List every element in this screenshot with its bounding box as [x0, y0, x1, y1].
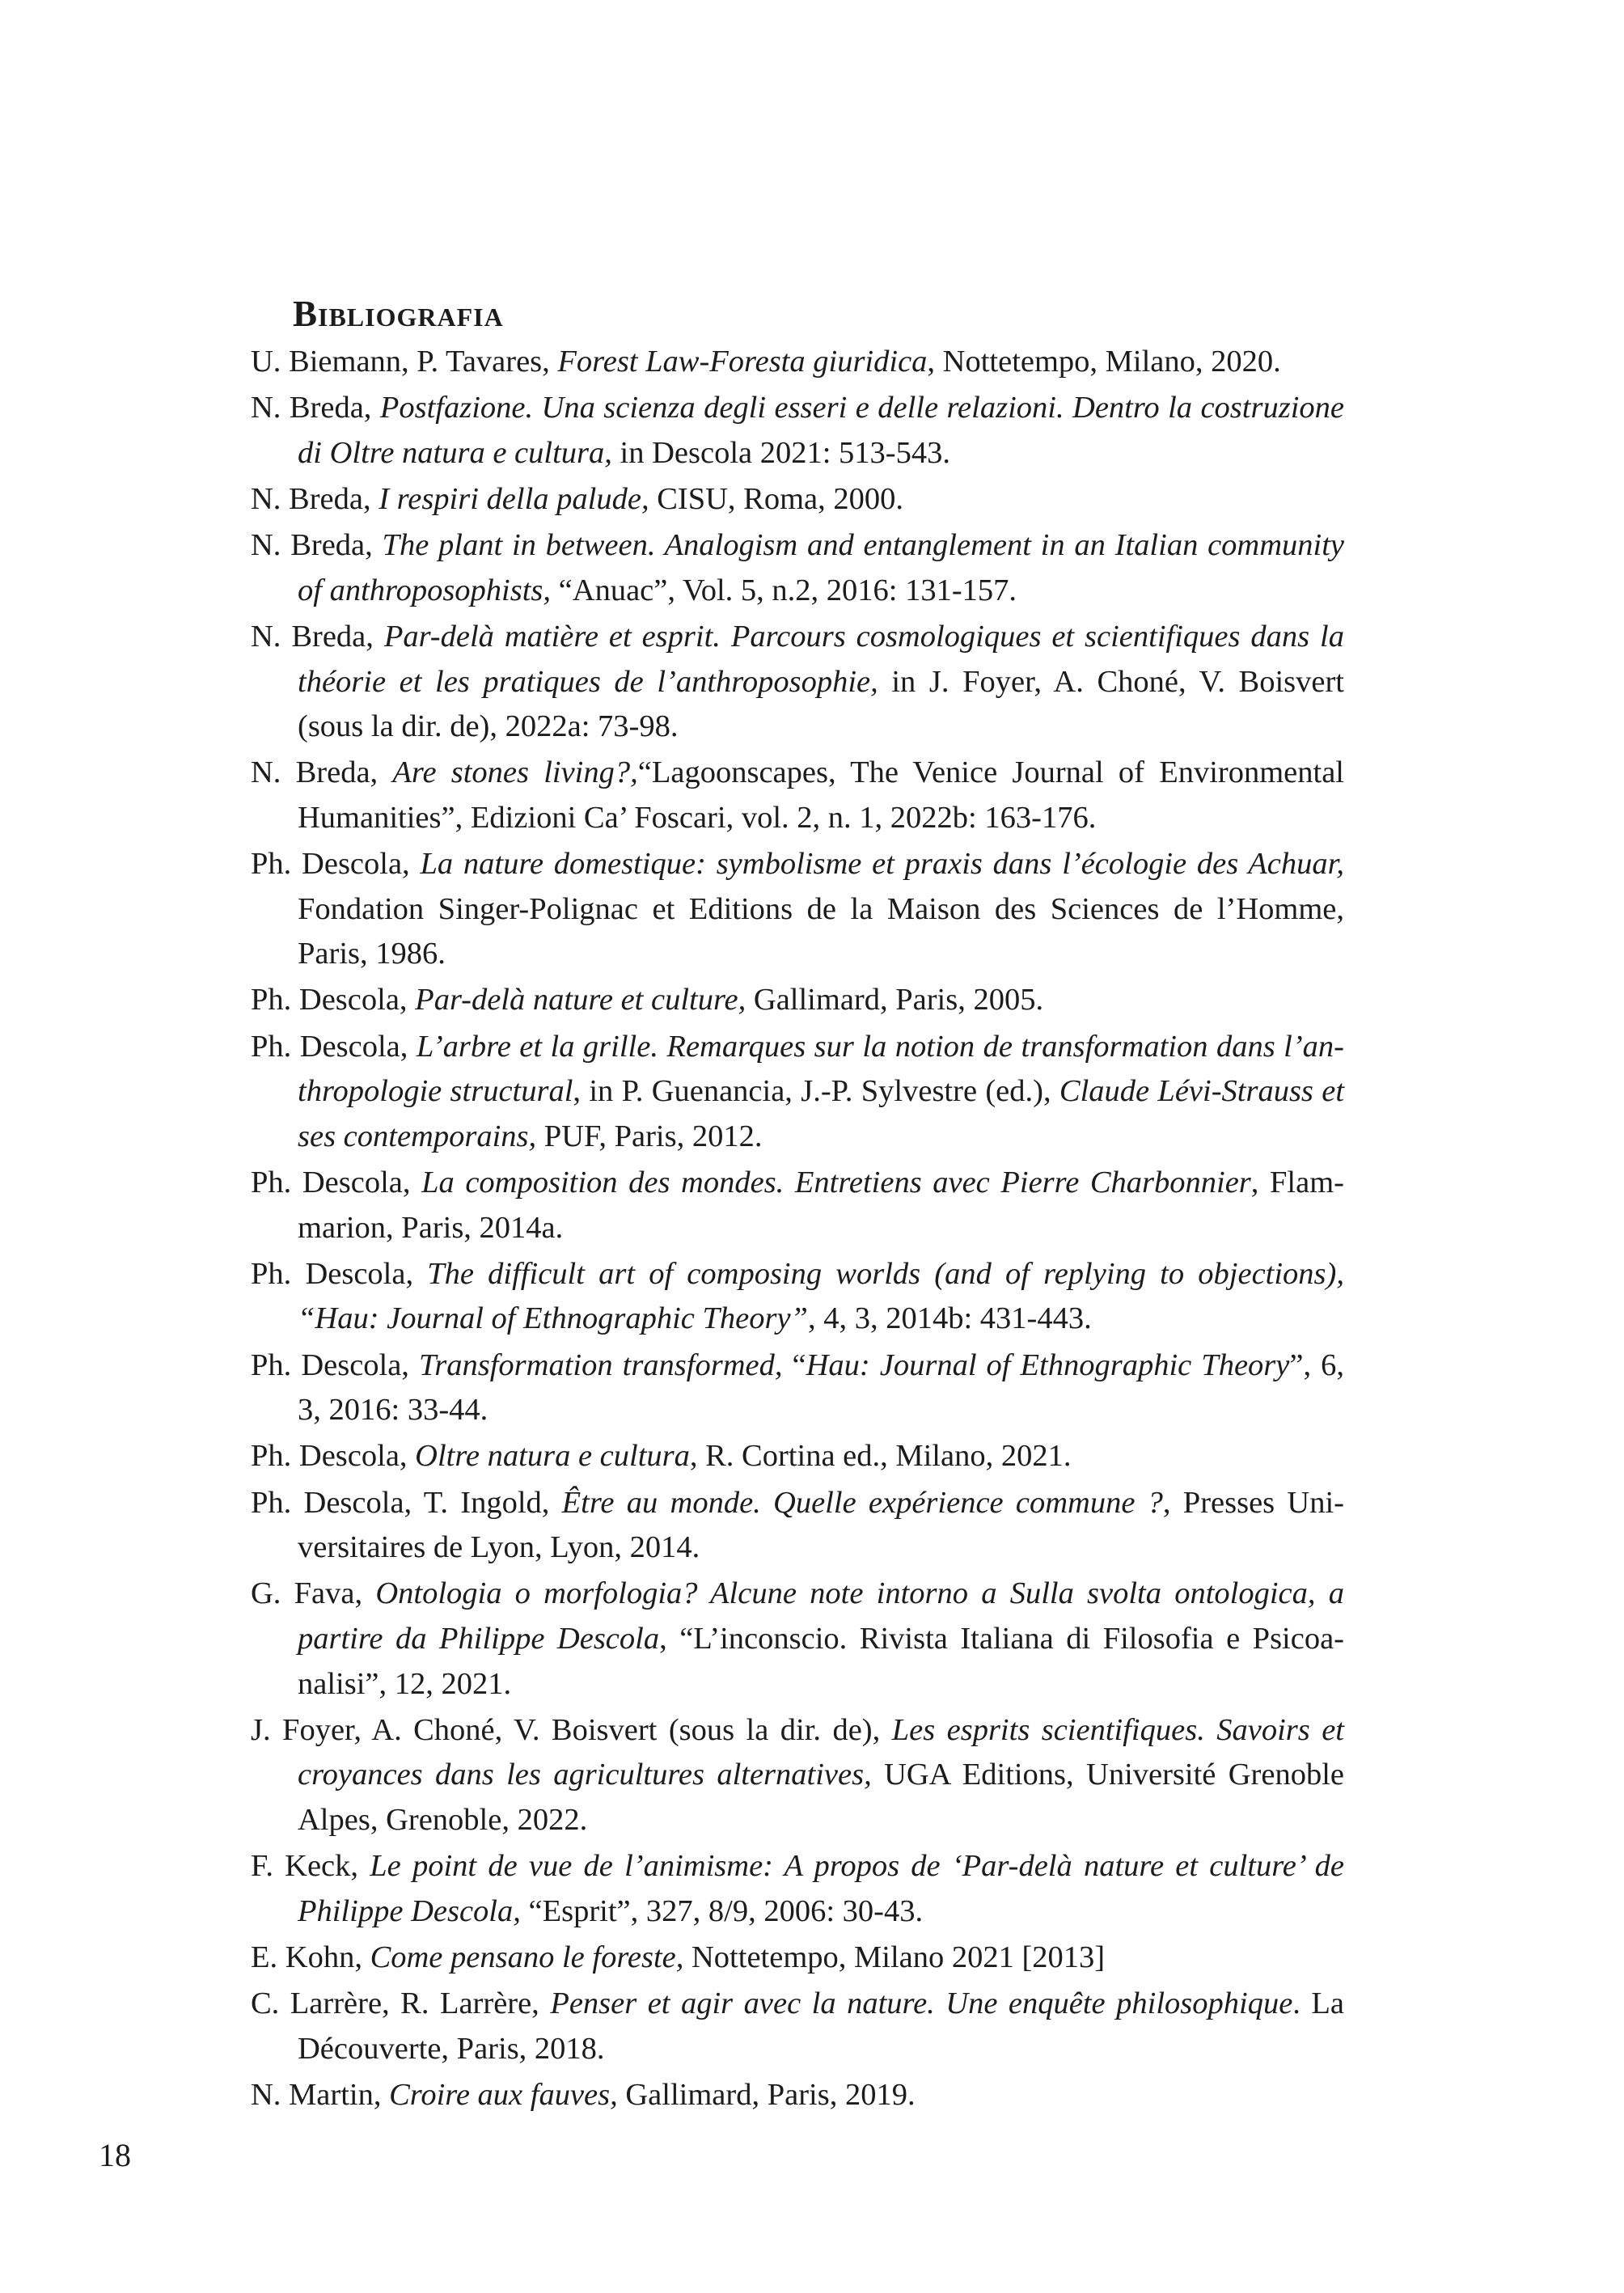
entry-text: UGA Editions, Université Grenoble Alpes, Grenoble, 2022. — [298, 1758, 1344, 1837]
entry-text: N. Breda, — [251, 481, 379, 516]
entry-text: “Anuac”, Vol. 5, n.2, 2016: 131-157. — [551, 573, 1017, 607]
entry-title-italic: I respiri della palude, — [379, 481, 649, 516]
entry-text: , Presses Universitaires de Lyon, Lyon, 2014. — [298, 1485, 1344, 1565]
entry-text: “Lagoonscapes, The Venice Journal of Environmental Humanities”, Edizioni Ca’ Foscari, vol. 2, n. 1, 2022b: 163-176. — [298, 755, 1344, 835]
entry-text: , R. Cortina ed., Milano, 2021. — [689, 1439, 1072, 1474]
entry-title-italic: Les esprits scientifiques. Savoirs et croyances dans les agricultures alternatives, — [298, 1712, 1344, 1792]
entry-title-italic: Come pensano le foreste, — [370, 1940, 684, 1974]
entry-text: Ph. Descola, — [251, 1439, 416, 1474]
bibliography-entry — [251, 477, 1344, 522]
entry-title-italic: Oltre natura e cultura — [415, 1439, 690, 1474]
entry-text: CISU, Roma, 2000. — [649, 481, 904, 516]
entry-text: , in P. Guenancia, J.-P. Sylvestre (ed.), — [573, 1074, 1059, 1109]
entry-title-italic: Transformation transformed, — [418, 1347, 783, 1382]
entry-text: N. Breda, — [251, 528, 383, 563]
bibliography-entry — [251, 615, 1344, 750]
entry-text: C. Larrère, R. Larrère, — [251, 1986, 551, 2021]
entry-text: in J. Foyer, A. Choné, V. Boisvert (sous la dir. de), 2022a: 73-98. — [298, 664, 1344, 744]
entry-title-italic: Ontologia o morfologia? Alcune note intorno a Sulla svolta ontologica, a partire da Philippe Descola — [298, 1576, 1344, 1656]
bibliography-list — [251, 340, 1344, 2117]
entry-text: Ph. Descola, — [251, 847, 421, 882]
entry-text: . La Découverte, Paris, 2018. — [298, 1986, 1344, 2066]
entry-title-italic: Croire aux fauves, — [389, 2077, 618, 2112]
entry-title-italic: Postfazione. Una scienza degli esseri e delle relazioni. Dentro la costruzione di Oltre natura e cultura, — [298, 391, 1344, 470]
entry-text: in Descola 2021: 513-543. — [611, 435, 950, 470]
entry-text: Gallimard, Paris, 2005. — [746, 983, 1044, 1017]
bibliography-entry — [251, 1343, 1344, 1433]
bibliography-entry — [251, 1434, 1344, 1479]
bibliography-entry — [251, 1708, 1344, 1843]
entry-text: “ — [782, 1347, 806, 1382]
entry-title-italic: Être au monde. Quelle expérience commune ? — [561, 1485, 1163, 1520]
entry-text: Ph. Descola, — [251, 1256, 428, 1291]
entry-text: “Esprit”, 327, 8/9, 2006: 30-43. — [520, 1893, 924, 1928]
entry-text: PUF, Paris, 2012. — [536, 1119, 763, 1153]
entry-text: Gallimard, Paris, 2019. — [617, 2077, 916, 2112]
entry-text: , “L’inconscio. Rivista Italiana di Filosofia e Psicoanalisi”, 12, 2021. — [298, 1621, 1344, 1701]
bibliography-entry — [251, 1844, 1344, 1934]
entry-text: Ph. Descola, — [251, 983, 416, 1017]
entry-text: N. Breda, — [251, 619, 384, 654]
entry-title-italic: Forest Law-Foresta giuridica — [557, 345, 928, 379]
entry-title-italic: The plant in between. Analogism and entanglement in an Italian community of anthroposophists, — [298, 528, 1345, 607]
bibliography-entry — [251, 842, 1344, 977]
bibliography-entry — [251, 1481, 1344, 1571]
entry-text: F. Keck, — [251, 1849, 370, 1884]
bibliography-entry — [251, 386, 1344, 476]
entry-text: U. Biemann, P. Tavares, — [251, 345, 558, 379]
entry-text: , Flammarion, Paris, 2014a. — [298, 1166, 1344, 1245]
bibliography-entry — [251, 978, 1344, 1023]
section-title: Bibliografia — [293, 294, 504, 334]
bibliography-entry — [251, 1161, 1344, 1250]
bibliography-entry — [251, 1025, 1344, 1160]
bibliography-entry — [251, 523, 1344, 613]
entry-text: Ph. Descola, — [251, 1347, 419, 1382]
entry-text: N. Martin, — [251, 2077, 390, 2112]
bibliography-entry — [251, 751, 1344, 840]
entry-text: , 4, 3, 2014b: 431-443. — [807, 1301, 1092, 1336]
entry-title-italic: La composition des mondes. Entretiens avec Pierre Charbonnier — [421, 1166, 1251, 1200]
entry-text: N. Breda, — [251, 391, 380, 425]
entry-text: Ph. Descola, — [251, 1029, 417, 1064]
entry-title-italic: Le point de vue de l’animisme: A propos de ‘Par-delà nature et culture’ de Philippe Descola, — [298, 1849, 1345, 1928]
bibliography-entry — [251, 1572, 1344, 1707]
bibliography-entry — [251, 1936, 1344, 1981]
entry-title-italic: Par-delà nature et culture, — [415, 983, 746, 1017]
entry-title-italic: Hau: Journal of Ethnographic Theory — [806, 1347, 1290, 1382]
entry-text: Nottetempo, Milano 2021 [2013] — [683, 1940, 1106, 1974]
entry-text: Ph. Descola, — [251, 1166, 422, 1200]
page-number: 18 — [99, 2137, 131, 2173]
entry-text: ”, 6, 3, 2016: 33-44. — [298, 1347, 1344, 1428]
entry-title-italic: Par-delà matière et esprit. Parcours cosmologiques et scientifiques dans la théorie et les pratiques de l’anthroposophie, — [298, 619, 1345, 699]
entry-text: G. Fava, — [251, 1576, 376, 1611]
entry-title-italic: L’arbre et la grille. Remarques sur la notion de transformation dans l’anthropologie structural — [298, 1029, 1344, 1109]
entry-title-italic: Penser et agir avec la nature. Une enquête philosophique — [550, 1986, 1293, 2021]
entry-title-italic: Claude Lévi-Strauss et ses contemporains, — [298, 1074, 1345, 1153]
entry-text: , Nottetempo, Milano, 2020. — [927, 345, 1281, 379]
bibliography-entry — [251, 1982, 1344, 2071]
bibliography-entry — [251, 1252, 1344, 1342]
entry-text: E. Kohn, — [251, 1940, 370, 1974]
bibliography-section — [251, 293, 1344, 2119]
entry-text: Ph. Descola, T. Ingold, — [251, 1485, 562, 1520]
entry-text: J. Foyer, A. Choné, V. Boisvert (sous la dir. de), — [251, 1712, 892, 1747]
entry-text: N. Breda, — [251, 755, 393, 790]
bibliography-entry — [251, 340, 1344, 385]
entry-text: Fondation Singer-Polignac et Editions de la Maison des Sciences de l’Homme, Paris, 1986. — [298, 891, 1344, 971]
bibliography-entry — [251, 2073, 1344, 2118]
entry-title-italic: La nature domestique: symbolisme et praxis dans l’écologie des Achuar, — [420, 847, 1344, 882]
entry-title-italic: Are stones living?, — [392, 755, 638, 790]
entry-title-italic: The difficult art of composing worlds (and of replying to objections), “Hau: Journal of Ethnographic Theory” — [298, 1256, 1344, 1336]
